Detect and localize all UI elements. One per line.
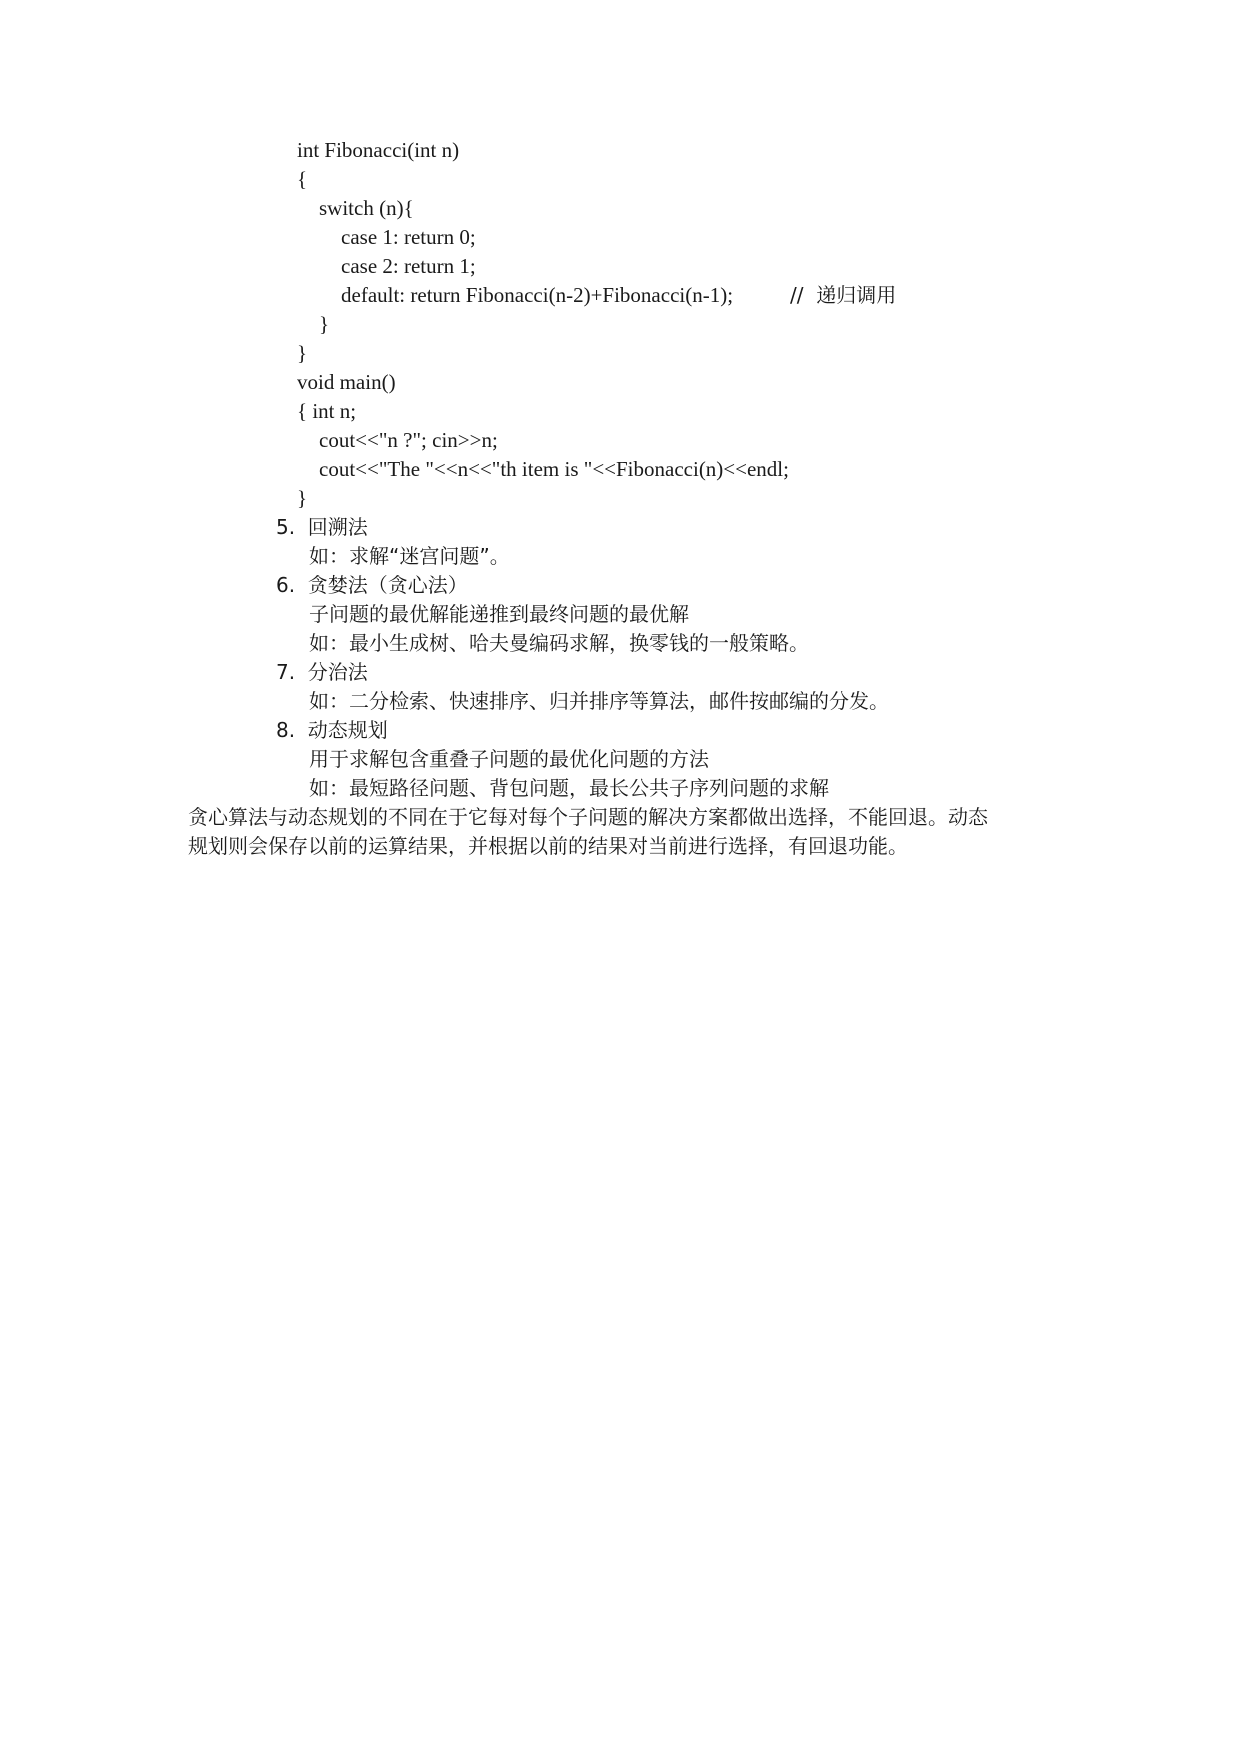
code-line: default: return Fibonacci(n-2)+Fibonacci(n-1); <box>341 283 734 307</box>
section-body-line: 如：二分检索、快速排序、归并排序等算法，邮件按邮编的分发。 <box>309 689 889 713</box>
section-heading: 8. 动态规划 <box>276 718 388 742</box>
section-heading: 6. 贪婪法（贪心法） <box>276 573 468 597</box>
code-line: cout<<"The "<<n<<"th item is "<<Fibonacci(n)<<endl; <box>319 457 789 481</box>
section-body-line: 用于求解包含重叠子问题的最优化问题的方法 <box>309 747 709 771</box>
code-line: case 2: return 1; <box>341 254 476 278</box>
code-line: void main() <box>297 370 396 394</box>
code-line: cout<<"n ?"; cin>>n; <box>319 428 498 452</box>
section-body-line: 如：最短路径问题、背包问题，最长公共子序列问题的求解 <box>309 776 829 800</box>
code-line: } <box>297 341 308 365</box>
code-line: { int n; <box>297 399 357 423</box>
section-body-line: 子问题的最优解能递推到最终问题的最优解 <box>309 602 689 626</box>
summary-line: 规划则会保存以前的运算结果，并根据以前的结果对当前进行选择，有回退功能。 <box>188 834 908 858</box>
section-heading: 7. 分治法 <box>276 660 368 684</box>
code-comment: // 递归调用 <box>790 283 897 307</box>
code-line: } <box>297 486 308 510</box>
code-line: } <box>319 312 330 336</box>
summary-line: 贪心算法与动态规划的不同在于它每对每个子问题的解决方案都做出选择，不能回退。动态 <box>188 805 988 829</box>
code-line: switch (n){ <box>319 196 414 220</box>
section-body-line: 如：最小生成树、哈夫曼编码求解，换零钱的一般策略。 <box>309 631 809 655</box>
section-body-line: 如：求解“迷宫问题”。 <box>309 544 510 568</box>
code-line: case 1: return 0; <box>341 225 476 249</box>
section-heading: 5. 回溯法 <box>276 515 368 539</box>
code-line: { <box>297 167 308 191</box>
code-line: int Fibonacci(int n) <box>297 138 460 162</box>
